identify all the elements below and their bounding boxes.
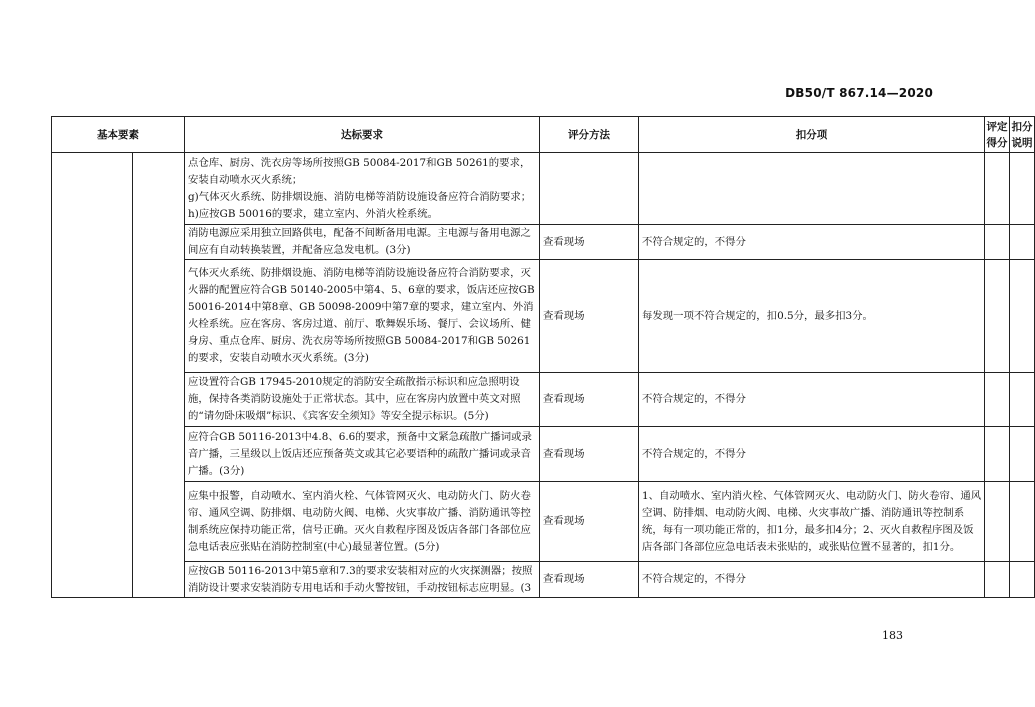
deduction-cell: 不符合规定的，不得分 <box>639 373 985 427</box>
requirement-cell: 气体灭火系统、防排烟设施、消防电梯等消防设施设备应符合消防要求，灭火器的配置应符合GB 50140-2005中第4、5、6章的要求，饭店还应按GB 50016-2014中第8章、GB 50098-2009中第7章的要求，建立室内、外消火栓系统。应在客房、客房过道、前厅、歌舞娱乐场、餐厅、会议场所、健身房、重点仓库、厨房、洗衣房等场所按照GB 50084-2017和GB 50261的要求，安装自动喷水灭火系统。(3分) <box>185 260 540 373</box>
header-requirement: 达标要求 <box>185 117 540 153</box>
method-cell: 查看现场 <box>540 427 639 482</box>
note-cell <box>1010 373 1035 427</box>
method-cell <box>540 153 639 225</box>
note-cell <box>1010 562 1035 598</box>
note-cell <box>1010 260 1035 373</box>
method-cell: 查看现场 <box>540 225 639 260</box>
score-cell <box>985 562 1010 598</box>
requirement-cell: 应设置符合GB 17945-2010规定的消防安全疏散指示标识和应急照明设施，保持各类消防设施处于正常状态。其中，应在客房内放置中英文对照的“请勿卧床吸烟”标识、《宾客安全须知》等安全提示标识。(5分) <box>185 373 540 427</box>
header-basic-element: 基本要素 <box>52 117 185 153</box>
deduction-cell: 不符合规定的，不得分 <box>639 427 985 482</box>
method-cell: 查看现场 <box>540 482 639 562</box>
score-cell <box>985 225 1010 260</box>
requirement-cell: 点仓库、厨房、洗衣房等场所按照GB 50084-2017和GB 50261的要求，安装自动喷水灭火系统； g)气体灭火系统、防排烟设施、消防电梯等消防设施设备应符合消防要求； h)应按GB 50016的要求，建立室内、外消火栓系统。 <box>185 153 540 225</box>
deduction-cell: 每发现一项不符合规定的，扣0.5分，最多扣3分。 <box>639 260 985 373</box>
score-cell <box>985 373 1010 427</box>
score-cell <box>985 427 1010 482</box>
header-score: 评定得分 <box>985 117 1010 153</box>
evaluation-table <box>51 116 1035 598</box>
table-row <box>52 427 1035 482</box>
header-deduction-items: 扣分项 <box>639 117 985 153</box>
header-deduction-note: 扣分说明 <box>1010 117 1035 153</box>
requirement-cell: 应集中报警，自动喷水、室内消火栓、气体管网灭火、电动防火门、防火卷帘、通风空调、防排烟、电动防火阀、电梯、火灾事故广播、消防通讯等控制系统应保持功能正常，信号正确。灭火自救程序图及饭店各部门各部位应急电话表应张贴在消防控制室(中心)最显著位置。(5分) <box>185 482 540 562</box>
note-cell <box>1010 225 1035 260</box>
method-cell: 查看现场 <box>540 260 639 373</box>
note-cell <box>1010 482 1035 562</box>
deduction-cell: 1、自动喷水、室内消火栓、气体管网灭火、电动防火门、防火卷帘、通风空调、防排烟、电动防火阀、电梯、火灾事故广播、消防通讯等控制系统，每有一项功能正常的，扣1分，最多扣4分；2、灭火自救程序图及饭店各部门各部位应急电话表未张贴的，或张贴位置不显著的，扣1分。 <box>639 482 985 562</box>
table-row <box>52 153 1035 225</box>
note-cell <box>1010 153 1035 225</box>
page-number: 183 <box>882 629 903 642</box>
table-row <box>52 260 1035 373</box>
note-cell <box>1010 427 1035 482</box>
deduction-cell <box>639 153 985 225</box>
sub-element-cell <box>133 153 185 598</box>
method-cell: 查看现场 <box>540 373 639 427</box>
method-cell: 查看现场 <box>540 562 639 598</box>
score-cell <box>985 260 1010 373</box>
requirement-cell: 应按GB 50116-2013中第5章和7.3的要求安装相对应的火灾探测器；按照消防设计要求安装消防专用电话和手动火警按钮，手动按钮标志应明显。(3 <box>185 562 540 598</box>
score-cell <box>985 153 1010 225</box>
table-header-row <box>52 117 1035 153</box>
deduction-cell: 不符合规定的，不得分 <box>639 225 985 260</box>
table-row <box>52 373 1035 427</box>
table-row <box>52 482 1035 562</box>
deduction-cell: 不符合规定的，不得分 <box>639 562 985 598</box>
document-code: DB50/T 867.14—2020 <box>785 86 933 100</box>
score-cell <box>985 482 1010 562</box>
header-scoring-method: 评分方法 <box>540 117 639 153</box>
requirement-cell: 消防电源应采用独立回路供电，配备不间断备用电源。主电源与备用电源之间应有自动转换装置，并配备应急发电机。(3分) <box>185 225 540 260</box>
requirement-cell: 应符合GB 50116-2013中4.8、6.6的要求，预备中文紧急疏散广播词或录音广播，三星级以上饭店还应预备英文或其它必要语种的疏散广播词或录音广播。(3分) <box>185 427 540 482</box>
table-row <box>52 225 1035 260</box>
table-row <box>52 562 1035 598</box>
basic-element-cell <box>52 153 133 598</box>
